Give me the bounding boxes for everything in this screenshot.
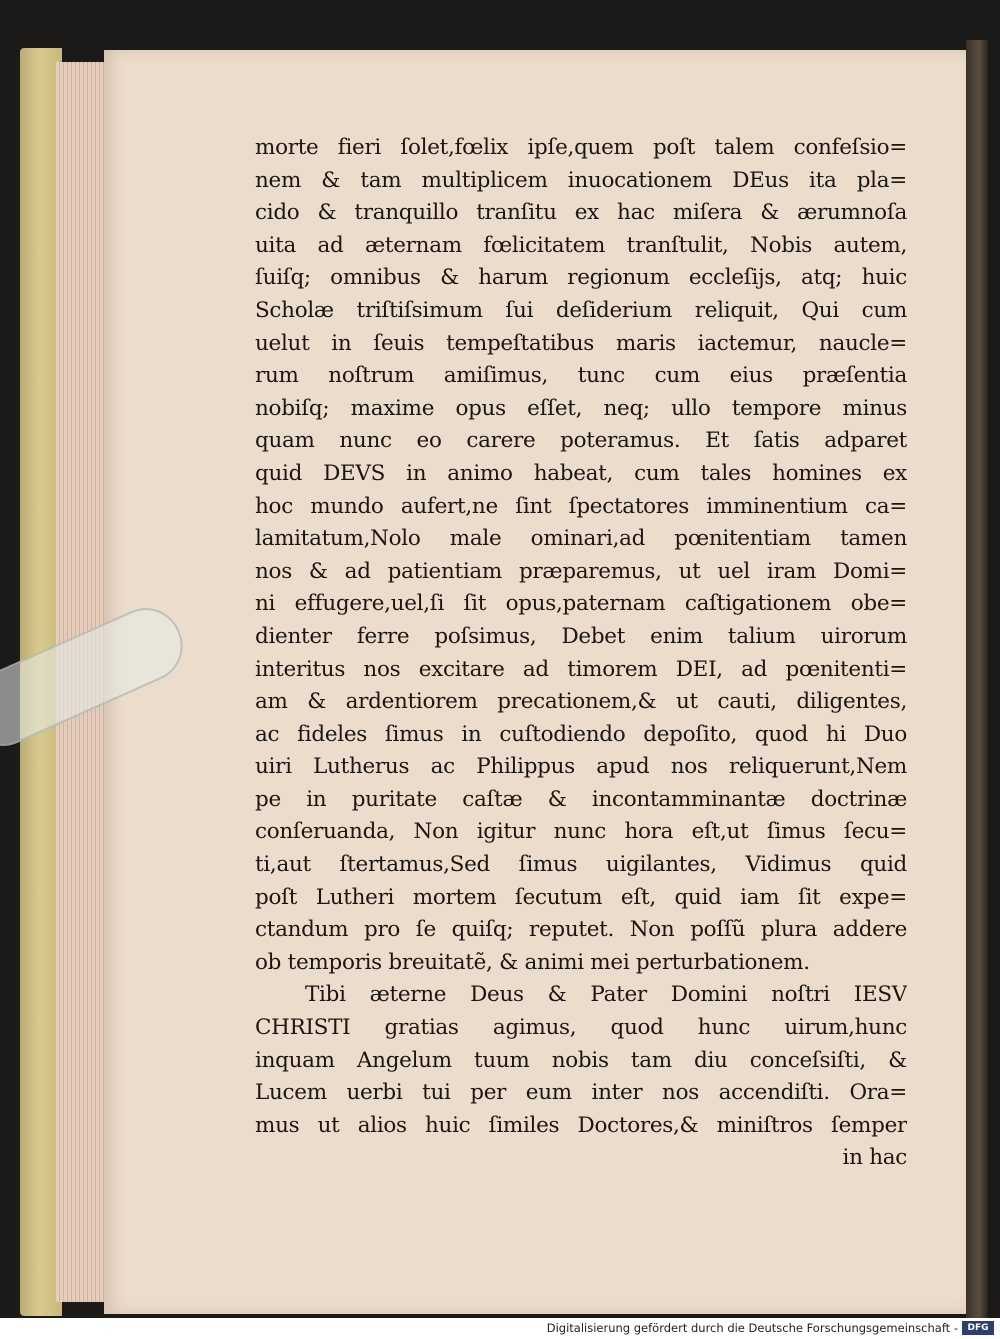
text-line: ni effugere,uel,ſi ſit opus,paternam caſtigationem obe= (255, 591, 907, 617)
text-line: am & ardentiorem precationem,& ut cauti, diligentes, (255, 689, 907, 715)
text-line: inquam Angelum tuum nobis tam diu conceſsiſti, & (255, 1047, 907, 1073)
text-line: CHRISTI gratias agimus, quod hunc uirum,hunc (255, 1015, 907, 1041)
catchword: in hac (842, 1145, 907, 1171)
text-line: mus ut alios huic ſimiles Doctores,& miniſtros ſemper (255, 1112, 907, 1138)
digitization-credit: Digitalisierung gefördert durch die Deutsche Forschungsgemeinschaft - (546, 1321, 958, 1335)
text-line: conſeruanda, Non igitur nunc hora eſt,ut ſimus ſecu= (255, 819, 907, 845)
text-line: dienter ferre poſsimus, Debet enim talium uirorum (255, 623, 907, 649)
text-line: ti,aut ſtertamus,Sed ſimus uigilantes, Vidimus quid (255, 852, 907, 878)
text-line: ac fideles ſimus in cuſtodiendo depoſito, quod hi Duo (255, 721, 907, 747)
text-line: rum noſtrum amiſimus, tunc cum eius præſentia (255, 363, 907, 389)
text-line: interitus nos excitare ad timorem DEI, ad pœnitenti= (255, 656, 907, 682)
text-line: morte fieri ſolet,fœlix ipſe,quem poſt talem confeſsio= (255, 135, 907, 160)
text-line: Scholæ triſtiſsimum ſui deſiderium reliquit, Qui cum (255, 297, 907, 323)
text-line: Tibi æterne Deus & Pater Domini noſtri IESV (305, 982, 907, 1008)
text-line: quid DEVS in animo habeat, cum tales homines ex (255, 460, 907, 486)
text-line: uelut in ſeuis tempeſtatibus maris iactemur, naucle= (255, 330, 907, 356)
page-text (255, 132, 907, 1175)
text-line: quam nunc eo carere poteramus. Et ſatis adparet (255, 428, 907, 454)
text-line: ſuiſq; omnibus & harum regionum eccleſijs, atq; huic (255, 265, 907, 291)
dfg-logo-icon: DFG (962, 1321, 994, 1335)
text-line: ob temporis breuitatẽ, & animi mei perturbationem. (255, 949, 810, 975)
text-line: poſt Lutheri mortem ſecutum eſt, quid iam ſit expe= (255, 884, 907, 910)
text-line: nos & ad patientiam præparemus, ut uel iram Domi= (255, 558, 907, 584)
text-line: uita ad æternam fœlicitatem tranſtulit, Nobis autem, (255, 232, 907, 258)
gutter-shadow (966, 40, 988, 1318)
text-line: hoc mundo aufert,ne ſint ſpectatores imminentium ca= (255, 493, 907, 519)
text-line: uiri Lutherus ac Philippus apud nos reliquerunt,Nem (255, 754, 907, 780)
text-line: pe in puritate caſtæ & incontamminantæ doctrinæ (255, 786, 907, 812)
text-line: nobiſq; maxime opus eſſet, neq; ullo tempore minus (255, 395, 907, 421)
text-line: Lucem uerbi tui per eum inter nos accendiſti. Ora= (255, 1080, 907, 1106)
text-line: lamitatum,Nolo male ominari,ad pœnitentiam tamen (255, 526, 907, 552)
text-line: nem & tam multiplicem inuocationem DEus ita pla= (255, 167, 907, 193)
text-line: ctandum pro ſe quiſq; reputet. Non poſſũ plura addere (255, 917, 907, 943)
text-line: cido & tranquillo tranſitu ex hac miſera & ærumnoſa (255, 200, 907, 226)
